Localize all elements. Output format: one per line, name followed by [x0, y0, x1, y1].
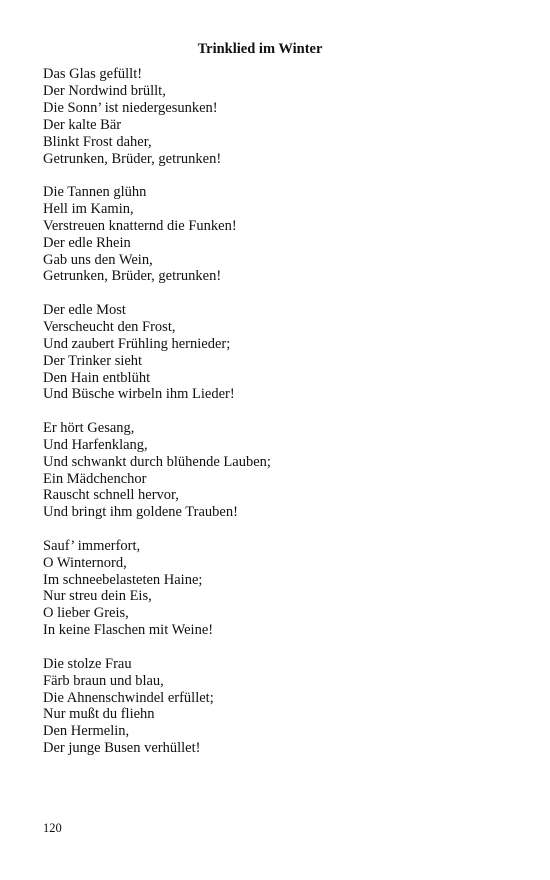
verse-line: Den Hain entblüht [43, 369, 151, 386]
stanza-6 [43, 656, 513, 757]
verse-line: Sauf’ immerfort, [43, 537, 141, 554]
verse-line: Der kalte Bär [43, 116, 122, 133]
verse-line: Rauscht schnell hervor, [43, 487, 179, 504]
verse-line: O lieber Greis, [43, 605, 129, 622]
verse-line: Die Ahnenschwindel erfüllet; [43, 689, 214, 706]
verse-line: Der edle Most [43, 301, 126, 318]
verse-line: Hell im Kamin, [43, 200, 134, 217]
verse-line: Der junge Busen verhüllet! [43, 740, 201, 757]
verse-line: Nur mußt du fliehn [43, 706, 155, 723]
verse-line: Die Sonn’ ist niedergesunken! [43, 99, 218, 116]
stanza-5 [43, 538, 513, 639]
poem-title: Trinklied im Winter [197, 41, 323, 57]
verse-line: Die stolze Frau [43, 655, 132, 672]
stanza-4 [43, 420, 513, 521]
verse-line: Der Nordwind brüllt, [43, 82, 166, 99]
stanza-2 [43, 184, 513, 285]
verse-line: In keine Flaschen mit Weine! [43, 622, 214, 639]
verse-line: Nur streu dein Eis, [43, 588, 152, 605]
verse-line: Die Tannen glühn [43, 183, 147, 200]
stanza-1 [43, 66, 513, 167]
verse-line: Getrunken, Brüder, getrunken! [43, 150, 222, 167]
verse-line: Blinkt Frost daher, [43, 133, 152, 150]
verse-line: Gab uns den Wein, [43, 251, 153, 268]
verse-line: Ein Mädchenchor [43, 470, 147, 487]
verse-line: Verscheucht den Frost, [43, 318, 176, 335]
stanza-3 [43, 302, 513, 403]
verse-line: Und bringt ihm goldene Trauben! [43, 504, 238, 521]
verse-line: Und Büsche wirbeln ihm Lieder! [43, 386, 235, 403]
verse-line: Verstreuen knatternd die Funken! [43, 217, 237, 234]
verse-line: Und Harfenklang, [43, 436, 148, 453]
poem-body [43, 66, 513, 774]
verse-line: Und zaubert Frühling hernieder; [43, 335, 231, 352]
verse-line: Den Hermelin, [43, 723, 130, 740]
verse-line: Das Glas gefüllt! [43, 66, 143, 82]
verse-line: Im schneebelasteten Haine; [43, 571, 203, 588]
verse-line: O Winternord, [43, 554, 127, 571]
verse-line: Getrunken, Brüder, getrunken! [43, 268, 222, 285]
verse-line: Er hört Gesang, [43, 419, 135, 436]
verse-line: Und schwankt durch blühende Lauben; [43, 453, 271, 470]
page-number: 120 [43, 821, 62, 835]
verse-line: Der Trinker sieht [43, 352, 143, 369]
verse-line: Färb braun und blau, [43, 672, 164, 689]
verse-line: Der edle Rhein [43, 234, 131, 251]
